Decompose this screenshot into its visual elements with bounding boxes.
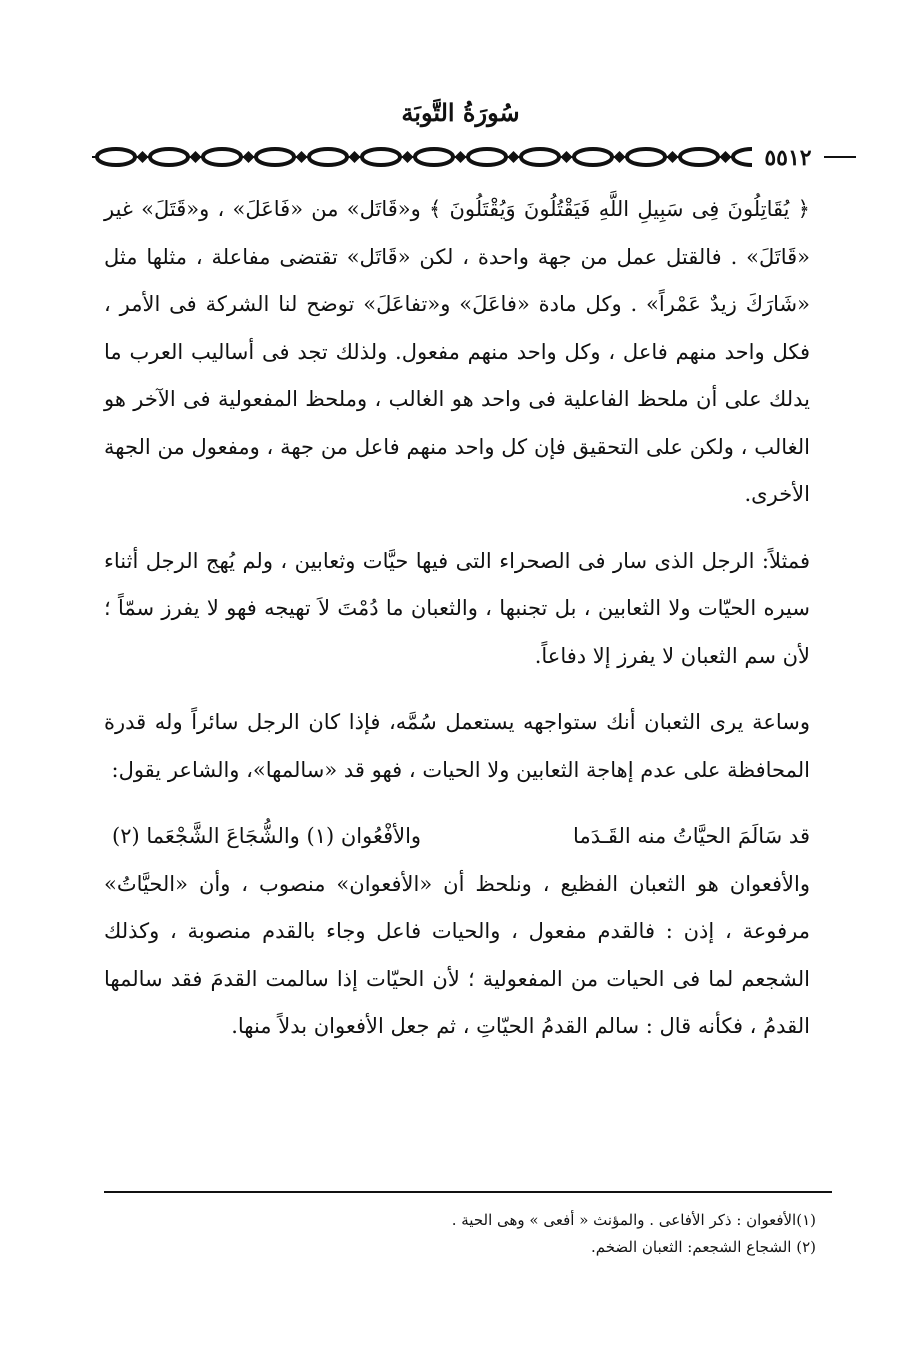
chain-diamond-icon [455,151,467,163]
chain-link-icon [680,149,718,165]
chain-link-icon [362,149,400,165]
chain-diamond-icon [190,151,202,163]
surah-title: سُورَةُ التَّوبَة [401,98,520,127]
chain-link-icon [203,149,241,165]
chain-link-icon [415,149,453,165]
chain-link-icon [574,149,612,165]
chain-ornament-icon [92,142,856,172]
footnote-1: (١)الأفعوان : ذكر الأفاعى . والمؤنث « أفعى » وهى الحية . [451,1211,816,1229]
footnote-2: (٢) الشجاع الشجعم: الثعبان الضخم. [590,1238,816,1256]
chain-diamond-icon [349,151,361,163]
footnote-divider [104,1191,832,1193]
chain-diamond-icon [137,151,149,163]
chain-link-icon [256,149,294,165]
chain-link-icon [521,149,559,165]
chain-diamond-icon [561,151,573,163]
chain-link-icon [309,149,347,165]
chain-link-icon [468,149,506,165]
page-number: ٥٥١٢ [752,145,824,171]
paragraph-snakes-example: فمثلاً: الرجل الذى سار فى الصحراء التى فيها حيَّات وثعابين ، ولم يُهج الرجل أثناء سيره الحيّات ولا الثعابين ، بل تجنبها ، والثعبان ما دُمْتَ لاَ تهيجه فهو لا يفرز سمّاً ؛ لأن سم الثعبان لا يفرز إلا دفاعاً. [104,548,810,668]
poem-first-hemistich: قد سَالَمَ الحيَّاتُ منه القَـدَما [573,824,810,848]
main-text [104,186,810,1051]
footnotes [104,1207,816,1261]
paragraph-verse-commentary: ﴿ يُقَاتِلُونَ فِى سَبِيلِ اللَّهِ فَيَقْتُلُونَ وَيُقْتَلُونَ ﴾ و«قَاتَل» من «فَاعَلَ» ، و«قَتَلَ» غير «قَاتَلَ» . فالقتل عمل من جهة واحدة ، لكن «قَاتَل» تقتضى مفاعلة ، مثلها مثل «شَارَكَ زيدٌ عَمْراً» . وكل مادة «فاعَلَ» و«تفاعَلَ» توضح لنا الشركة فى الأمر ، فكل واحد منهم فاعل ، وكل واحد منهم مفعول. ولذلك تجد فى أساليب العرب ما يدلك على أن ملحظ الفاعلية فى واحد هو الغالب ، وملحظ المفعولية فى الآخر هو الغالب ، ولكن على التحقيق فإن كل واحد منهم فاعل من جهة ، ومفعول من الجهة الأخرى. [104,197,810,506]
chain-diamond-icon [720,151,732,163]
chain-diamond-icon [296,151,308,163]
poem-verse [104,813,810,861]
chain-diamond-icon [508,151,520,163]
ornamental-chain-border [92,142,856,172]
chain-link-icon [627,149,665,165]
chain-diamond-icon [667,151,679,163]
poem-second-hemistich: والأفْعُوان (١) والشُّجَاعَ الشَّجْعَما (٢) [112,824,422,848]
chain-diamond-icon [243,151,255,163]
chain-diamond-icon [614,151,626,163]
chain-link-icon [97,149,135,165]
paragraph-grammar-analysis: والأفعوان هو الثعبان الفظيع ، ونلحظ أن «الأفعوان» منصوب ، وأن «الحيَّاتُ» مرفوعة ، إذن : فالقدم مفعول ، والحيات فاعل وجاء بالقدم منصوبة ، وكذلك الشجعم لما فى الحيات من المفعولية ؛ لأن الحيّات إذا سالمت القدمَ فقد سالمها القدمُ ، فكأنه قال : سالم القدمُ الحيّاتِ ، ثم جعل الأفعوان بدلاً منها. [104,871,810,1038]
paragraph-poet-intro: وساعة يرى الثعبان أنك ستواجهه يستعمل سُمَّه، فإذا كان الرجل سائراً وله قدرة المحافظة على عدم إهاجة الثعابين ولا الحيات ، فهو قد «سالمها»، والشاعر يقول: [104,710,810,782]
chain-link-icon [150,149,188,165]
chain-diamond-icon [402,151,414,163]
